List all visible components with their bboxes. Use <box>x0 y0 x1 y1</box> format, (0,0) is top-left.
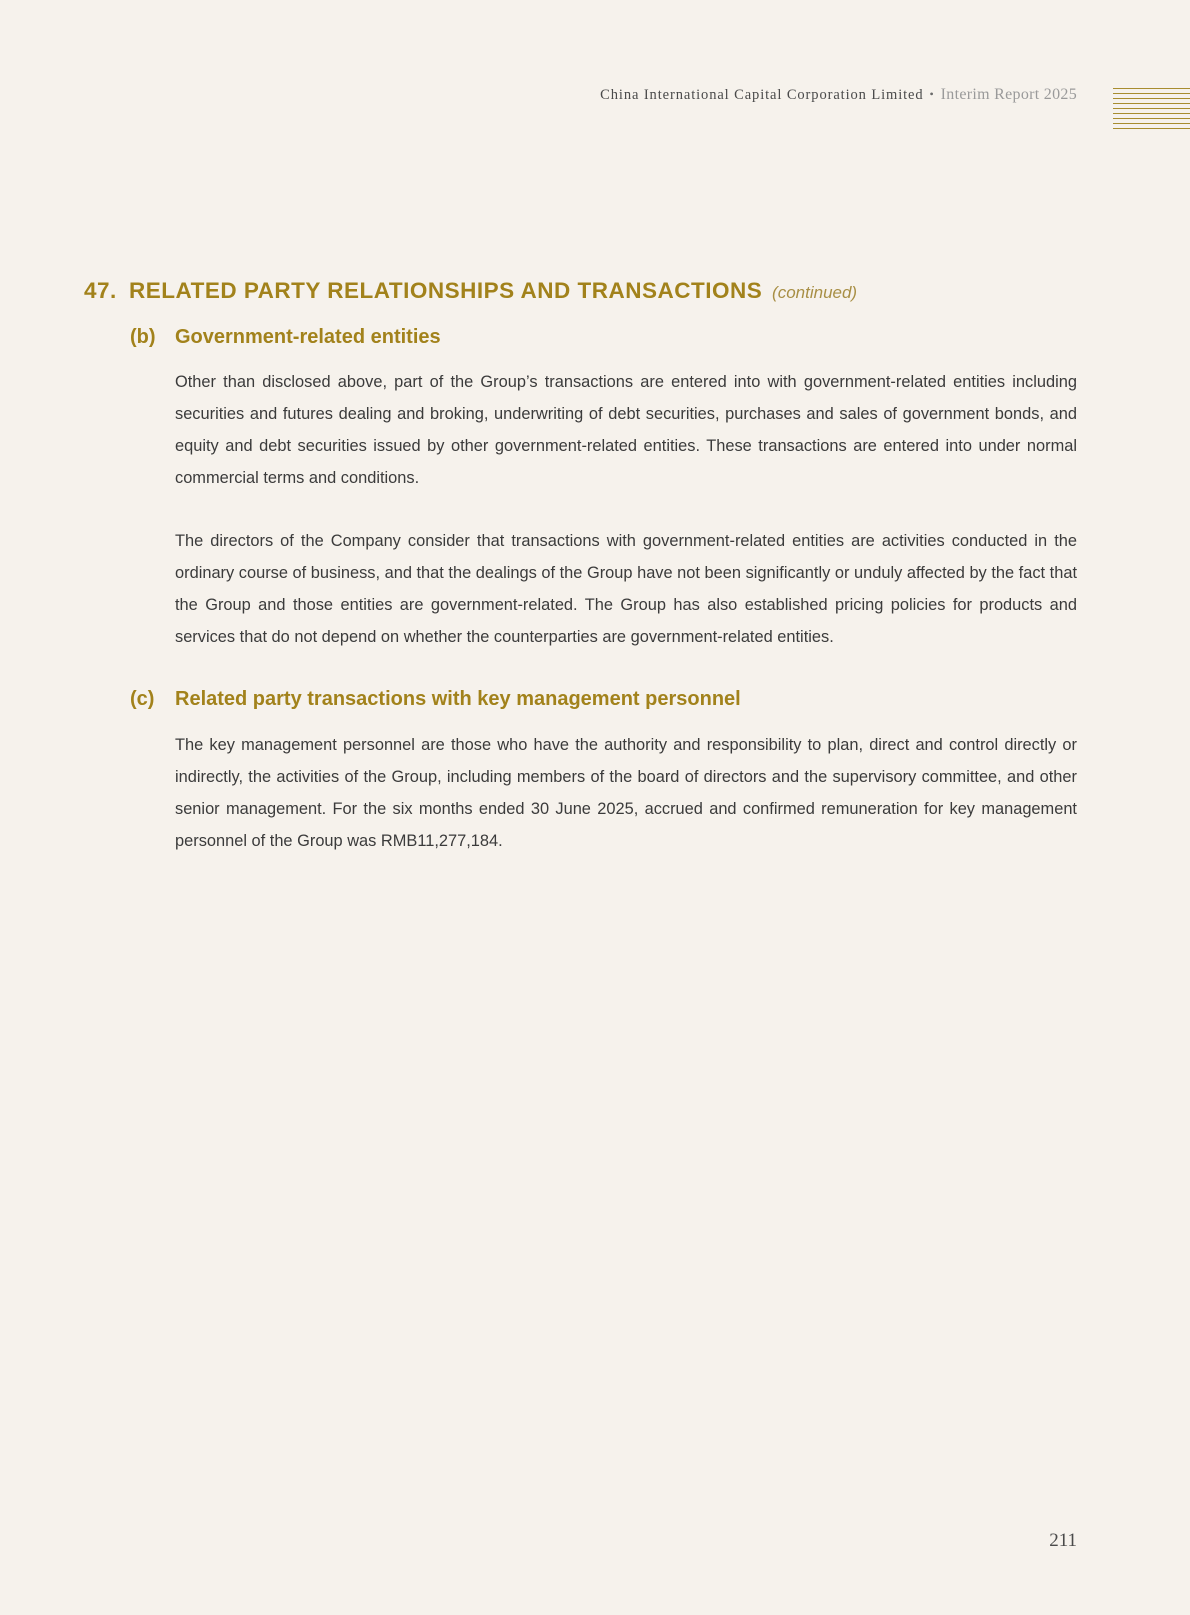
continued-label: (continued) <box>772 283 858 302</box>
subsection-c-heading <box>130 688 741 711</box>
section-heading <box>84 278 857 304</box>
subsection-c-label: (c) <box>130 688 155 710</box>
decorative-stripes <box>1113 88 1190 136</box>
section-number: 47. <box>84 278 117 303</box>
header-company: China International Capital Corporation Limited <box>600 87 924 103</box>
subsection-b-paragraph-1: Other than disclosed above, part of the Group’s transactions are entered into with government-related entities including securities and futures dealing and broking, underwriting of debt securities, purchases and sales of government bonds, and equity and debt securities issued by other government-related entities. These transactions are entered into under normal commercial terms and conditions. <box>175 373 1077 487</box>
subsection-b-paragraph-2: The directors of the Company consider that transactions with government-related entities are activities conducted in the ordinary course of business, and that the dealings of the Group have not been significantly or unduly affected by the fact that the Group and those entities are government-related. The Group has also established pricing policies for products and services that do not depend on whether the counterparties are government-related entities. <box>175 532 1077 646</box>
subsection-b-label: (b) <box>130 326 156 348</box>
header-separator: • <box>929 87 935 101</box>
page-number: 211 <box>1049 1530 1077 1551</box>
subsection-c-paragraph-1: The key management personnel are those who have the authority and responsibility to plan, direct and control directly or indirectly, the activities of the Group, including members of the board of directors and the supervisory committee, and other senior management. For the six months ended 30 June 2025, accrued and confirmed remuneration for key management personnel of the Group was RMB11,277,184. <box>175 736 1077 850</box>
subsection-b-title: Government-related entities <box>175 326 441 348</box>
header-report-title: Interim Report 2025 <box>940 86 1077 103</box>
running-header <box>600 86 1077 104</box>
subsection-b-heading <box>130 326 441 349</box>
section-title: RELATED PARTY RELATIONSHIPS AND TRANSACTIONS <box>129 278 763 303</box>
subsection-c-title: Related party transactions with key management personnel <box>175 688 741 710</box>
